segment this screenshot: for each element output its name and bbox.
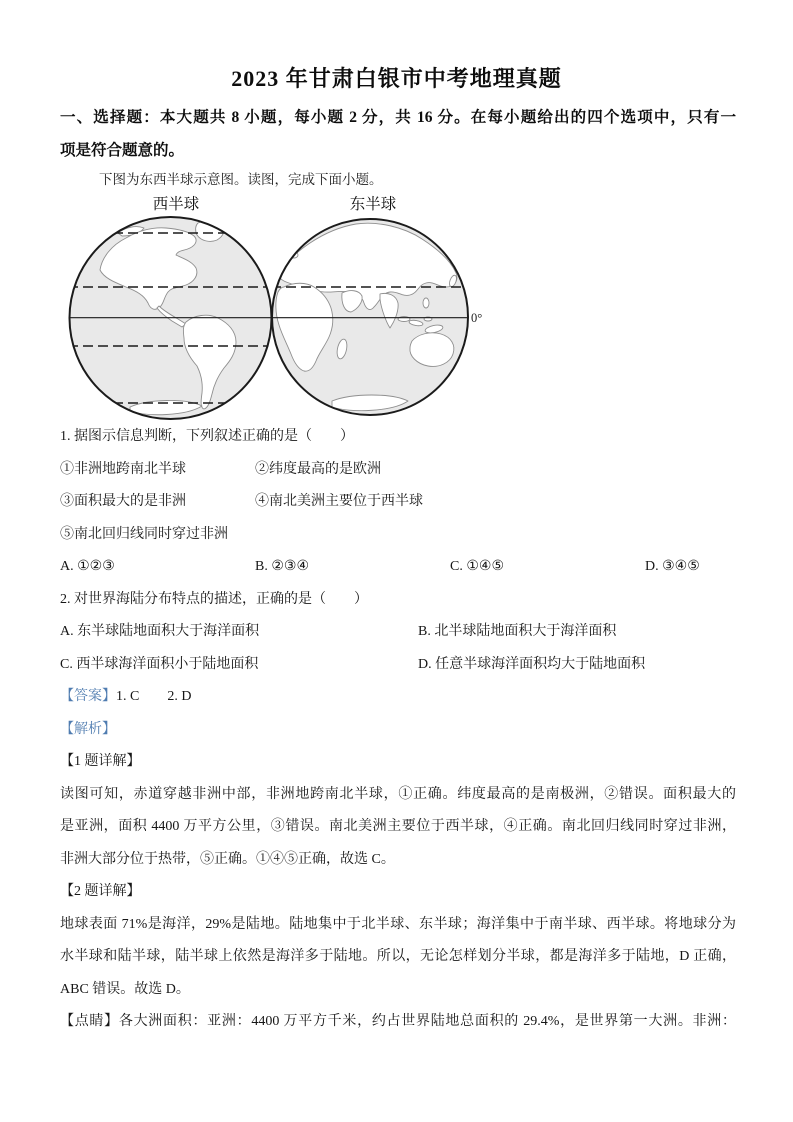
q1-options-row: [60, 551, 736, 584]
q1-option-b: B. ②③④: [255, 559, 309, 574]
philippines-island: [423, 298, 429, 308]
detail-1-heading: 【1 题详解】: [60, 754, 141, 769]
q1-items-row-1: [60, 454, 736, 487]
east-hemisphere-label: 东半球: [349, 196, 397, 213]
detail-1-line-1: 读图可知，赤道穿越非洲中部，非洲地跨南北半球，①正确。纬度最高的是南极洲，②错误。面积最大的: [60, 786, 736, 802]
detail-2-heading: 【2 题详解】: [60, 884, 141, 899]
q1-items-row-2: [60, 486, 736, 519]
q1-item-1: ①非洲地跨南北半球: [60, 461, 186, 477]
west-hemisphere-label: 西半球: [152, 196, 200, 213]
q2-stem: 2. 对世界海陆分布特点的描述，正确的是（ ）: [60, 591, 368, 607]
q1-item-3: ③面积最大的是非洲: [60, 494, 186, 509]
detail-1-line-3: 非洲大部分位于热带，⑤正确。①④⑤正确，故选 C。: [60, 851, 395, 867]
hemisphere-map-svg: [60, 195, 502, 425]
detail-2-line-2: 水半球和陆半球，陆半球上依然是海洋多于陆地。所以，无论怎样划分半球，都是海洋多于陆地，D 正确，: [60, 949, 736, 964]
equator-label: 0°: [471, 311, 483, 325]
page-title: 2023 年甘肃白银市中考地理真题: [231, 66, 562, 91]
q2-options-row-2: [60, 649, 736, 682]
figure-intro-text: 下图为东西半球示意图。读图，完成下面小题。: [99, 172, 383, 187]
q1-option-c: C. ①④⑤: [450, 559, 504, 574]
answer-line: [60, 681, 736, 714]
q2-option-d: D. 任意半球海洋面积均大于陆地面积: [418, 656, 646, 672]
q1-item-5: ⑤南北回归线同时穿过非洲: [60, 526, 228, 542]
q2-options-row-1: [60, 616, 736, 649]
section-heading-line-1: 一、选择题：本大题共 8 小题，每小题 2 分，共 16 分。在每小题给出的四个选项中，只有一: [60, 109, 736, 126]
q2-option-b: B. 北半球陆地面积大于海洋面积: [418, 624, 617, 639]
q1-option-a: A. ①②③: [60, 559, 115, 574]
q1-item-4: ④南北美洲主要位于西半球: [255, 494, 423, 509]
q1-item-2: ②纬度最高的是欧洲: [255, 461, 381, 477]
analysis-line: [60, 714, 736, 747]
q2-option-c: C. 西半球海洋面积小于陆地面积: [60, 656, 259, 672]
detail-2-line-3: ABC 错误。故选 D。: [60, 981, 190, 997]
section-heading: [60, 101, 736, 167]
detail-2-line-1: 地球表面 71%是海洋，29%是陆地。陆地集中于北半球、东半球；海洋集中于南半球、西半球。将地球分为: [60, 916, 736, 932]
tip-line: 【点睛】各大洲面积：亚洲：4400 万平方千米，约占世界陆地总面积的 29.4%，是世界第一大洲。非洲：: [60, 1014, 736, 1029]
q1-stem: 1. 据图示信息判断，下列叙述正确的是（ ）: [60, 429, 354, 444]
questions-and-analysis: [60, 421, 736, 1039]
analysis-label: 【解析】: [60, 721, 116, 737]
answer-value: 1. C 2. D: [116, 689, 192, 704]
detail-1-line-2: 是亚洲，面积 4400 万平方公里，③错误。南北美洲主要位于西半球，④正确。南北回归线同时穿过非洲，: [60, 819, 736, 834]
q2-option-a: A. 东半球陆地面积大于海洋面积: [60, 624, 260, 639]
answer-label: 【答案】: [60, 689, 116, 704]
q1-option-d: D. ③④⑤: [645, 559, 700, 574]
hemisphere-figure: [60, 195, 502, 425]
section-heading-line-2: 项是符合题意的。: [60, 142, 185, 159]
australia-landmass: [410, 333, 454, 367]
